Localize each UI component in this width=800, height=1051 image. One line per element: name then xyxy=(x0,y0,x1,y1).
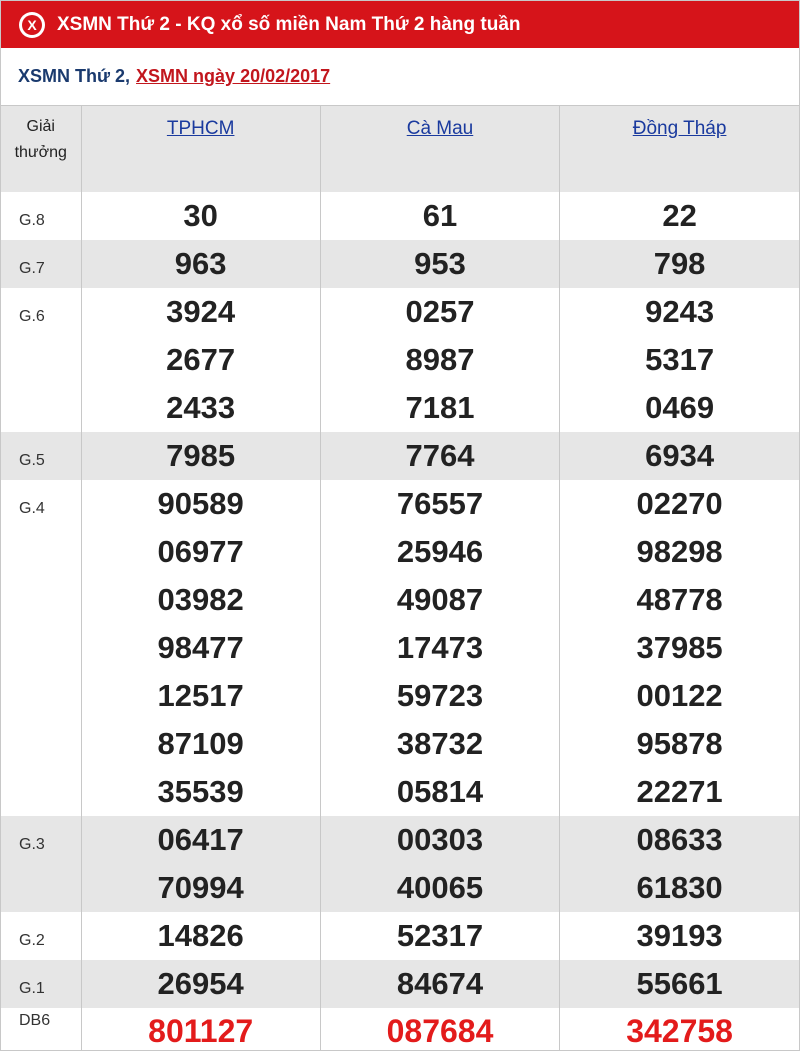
prize-label: G.7 xyxy=(1,240,81,288)
prize-number: 17473 xyxy=(396,630,484,665)
table-row xyxy=(1,960,799,1008)
prize-number: 12517 xyxy=(157,678,244,713)
prize-number: 963 xyxy=(174,246,227,281)
table-row xyxy=(1,240,799,288)
prize-number: 37985 xyxy=(636,630,723,665)
prize-number: 35539 xyxy=(157,774,244,809)
prize-number: 7764 xyxy=(405,438,475,473)
prize-number: 61830 xyxy=(636,870,723,905)
prize-number: 2677 xyxy=(166,342,236,377)
prize-number: 26954 xyxy=(157,966,244,1001)
prize-number: 798 xyxy=(653,246,706,281)
prize-number: 14826 xyxy=(157,918,244,953)
province-header xyxy=(560,106,799,192)
xsmn-logo-icon xyxy=(19,12,45,38)
result-cell xyxy=(320,240,559,288)
prize-number: 00122 xyxy=(636,678,723,713)
prize-number: 22271 xyxy=(636,774,723,809)
date-link[interactable]: XSMN ngày 20/02/2017 xyxy=(136,66,331,86)
prize-number: 08633 xyxy=(636,822,723,857)
result-cell xyxy=(560,432,799,480)
result-cell xyxy=(560,960,799,1008)
prize-label: DB6 xyxy=(19,1012,51,1029)
province-header xyxy=(320,106,559,192)
result-cell xyxy=(81,288,320,432)
table-row xyxy=(1,432,799,480)
special-prize-number: 087684 xyxy=(386,1013,494,1049)
prize-number: 40065 xyxy=(396,870,484,905)
result-cell xyxy=(81,912,320,960)
prize-number: 70994 xyxy=(157,870,244,905)
result-cell xyxy=(560,288,799,432)
table-row xyxy=(1,912,799,960)
province-link-dong-thap[interactable]: Đồng Tháp xyxy=(632,118,727,139)
result-cell xyxy=(81,240,320,288)
result-cell xyxy=(81,192,320,240)
prize-number: 98298 xyxy=(636,534,723,569)
prize-number: 05814 xyxy=(396,774,484,809)
table-row xyxy=(1,480,799,816)
prize-number: 3924 xyxy=(166,294,236,329)
prize-number: 2433 xyxy=(166,390,236,425)
prize-number: 0469 xyxy=(645,390,715,425)
prize-number: 76557 xyxy=(396,486,484,521)
prize-label: G.5 xyxy=(1,432,81,480)
special-prize-number: 801127 xyxy=(148,1013,254,1049)
result-cell xyxy=(320,912,559,960)
prize-number: 7985 xyxy=(166,438,236,473)
result-cell xyxy=(320,1008,559,1051)
result-cell xyxy=(320,816,559,912)
prize-number: 84674 xyxy=(396,966,484,1001)
result-cell xyxy=(560,912,799,960)
prize-number: 00303 xyxy=(396,822,484,857)
table-row xyxy=(1,816,799,912)
prize-label: G.2 xyxy=(19,932,45,949)
prize-number: 8987 xyxy=(405,342,475,377)
province-link-ca-mau[interactable]: Cà Mau xyxy=(406,118,474,139)
prize-number: 30 xyxy=(183,198,218,233)
header-bar xyxy=(1,1,799,48)
prize-number: 9243 xyxy=(645,294,715,329)
province-header xyxy=(81,106,320,192)
result-cell xyxy=(81,432,320,480)
prize-column-header xyxy=(1,106,81,192)
subheader xyxy=(1,48,799,106)
result-cell xyxy=(320,432,559,480)
prize-number: 95878 xyxy=(636,726,723,761)
result-cell xyxy=(560,816,799,912)
prize-number: 0257 xyxy=(405,294,475,329)
prize-number: 87109 xyxy=(157,726,244,761)
prize-header-line-1: Giải xyxy=(26,118,55,135)
prize-number: 52317 xyxy=(396,918,484,953)
result-cell xyxy=(320,192,559,240)
prize-label: G.8 xyxy=(19,212,45,229)
prize-number: 39193 xyxy=(636,918,723,953)
page-title: XSMN Thứ 2 - KQ xổ số miền Nam Thứ 2 hàng tuần xyxy=(57,13,521,35)
table-row xyxy=(1,288,799,432)
prize-label: G.1 xyxy=(1,960,81,1008)
table-row xyxy=(1,192,799,240)
result-cell xyxy=(81,816,320,912)
special-prize-number: 342758 xyxy=(626,1013,733,1049)
prize-number: 55661 xyxy=(636,966,723,1001)
prize-number: 06417 xyxy=(157,822,244,857)
prize-number: 6934 xyxy=(645,438,715,473)
prize-number: 5317 xyxy=(645,342,715,377)
subheader-prefix: XSMN Thứ 2, xyxy=(18,66,131,86)
result-cell xyxy=(320,480,559,816)
result-cell xyxy=(81,960,320,1008)
prize-number: 98477 xyxy=(157,630,244,665)
prize-number: 90589 xyxy=(157,486,244,521)
result-cell xyxy=(560,480,799,816)
prize-number: 49087 xyxy=(396,582,484,617)
prize-number: 48778 xyxy=(636,582,723,617)
result-cell xyxy=(81,480,320,816)
prize-number: 03982 xyxy=(157,582,244,617)
prize-label: G.6 xyxy=(19,308,45,325)
results-table xyxy=(1,106,799,1051)
prize-number: 38732 xyxy=(396,726,484,761)
result-cell xyxy=(560,192,799,240)
table-header-row xyxy=(1,106,799,192)
table-row xyxy=(1,1008,799,1051)
result-cell xyxy=(320,960,559,1008)
result-cell xyxy=(81,1008,320,1051)
prize-label: G.3 xyxy=(1,816,81,912)
prize-number: 02270 xyxy=(636,486,723,521)
result-cell xyxy=(320,288,559,432)
result-cell xyxy=(560,1008,799,1051)
prize-label: G.4 xyxy=(19,500,45,517)
prize-number: 7181 xyxy=(405,390,475,425)
prize-number: 59723 xyxy=(396,678,484,713)
province-link-tphcm[interactable]: TPHCM xyxy=(166,118,235,139)
prize-number: 06977 xyxy=(157,534,244,569)
prize-header-line-2: thưởng xyxy=(14,144,67,161)
prize-number: 61 xyxy=(422,198,458,233)
prize-number: 25946 xyxy=(396,534,484,569)
prize-number: 22 xyxy=(662,198,697,233)
logo-letter: X xyxy=(22,15,42,35)
result-cell xyxy=(560,240,799,288)
prize-number: 953 xyxy=(414,246,466,281)
